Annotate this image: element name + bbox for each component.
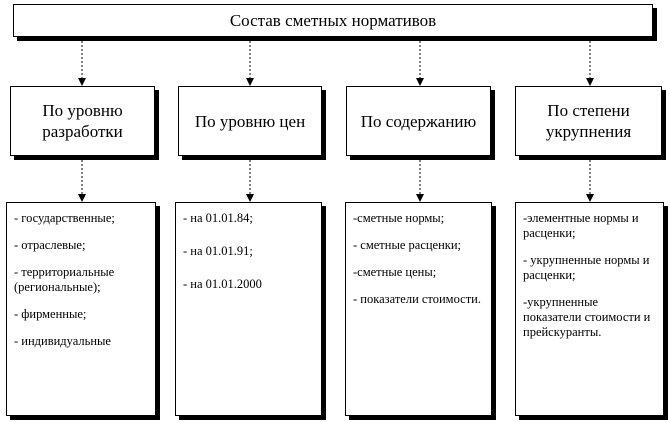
category-heading-box-1 xyxy=(10,86,155,156)
category-list-box-1 xyxy=(6,202,156,416)
diagram-title: Состав сметных нормативов xyxy=(229,10,437,30)
category-heading-2: По уровню цен xyxy=(194,111,306,131)
list-item: - индивидуальные xyxy=(14,334,111,348)
list-item: - на 01.01.91; xyxy=(183,244,253,258)
category-heading-box-4 xyxy=(515,86,662,156)
category-list-box-3 xyxy=(345,202,492,416)
category-list-box-4 xyxy=(515,202,664,416)
category-heading-box-2 xyxy=(178,86,322,156)
list-item: - отраслевые; xyxy=(14,238,86,252)
list-item: - показатели стоимости. xyxy=(353,292,481,306)
list-item: - на 01.01.84; xyxy=(183,211,253,225)
category-heading-box-3 xyxy=(346,86,491,156)
list-item: -сметные нормы; xyxy=(353,211,445,225)
list-item: - укрупненные нормы и расценки; xyxy=(523,253,650,282)
title-box xyxy=(13,4,653,37)
list-item: - сметные расценки; xyxy=(353,238,462,252)
list-item: -сметные цены; xyxy=(353,265,437,279)
list-item: -укрупненные показатели стоимости и прейскуранты. xyxy=(523,295,651,339)
category-heading-3: По содержанию xyxy=(360,111,477,131)
category-heading-4: По степени укрупнения xyxy=(545,101,632,141)
list-item: - государственные; xyxy=(14,211,115,225)
list-item: - территориальные (региональные); xyxy=(14,265,115,294)
list-item: - фирменные; xyxy=(14,307,87,321)
list-item: -элементные нормы и расценки; xyxy=(523,211,639,240)
category-heading-1: По уровню разработки xyxy=(42,101,123,141)
list-item: - на 01.01.2000 xyxy=(183,277,262,291)
category-list-box-2 xyxy=(175,202,322,416)
